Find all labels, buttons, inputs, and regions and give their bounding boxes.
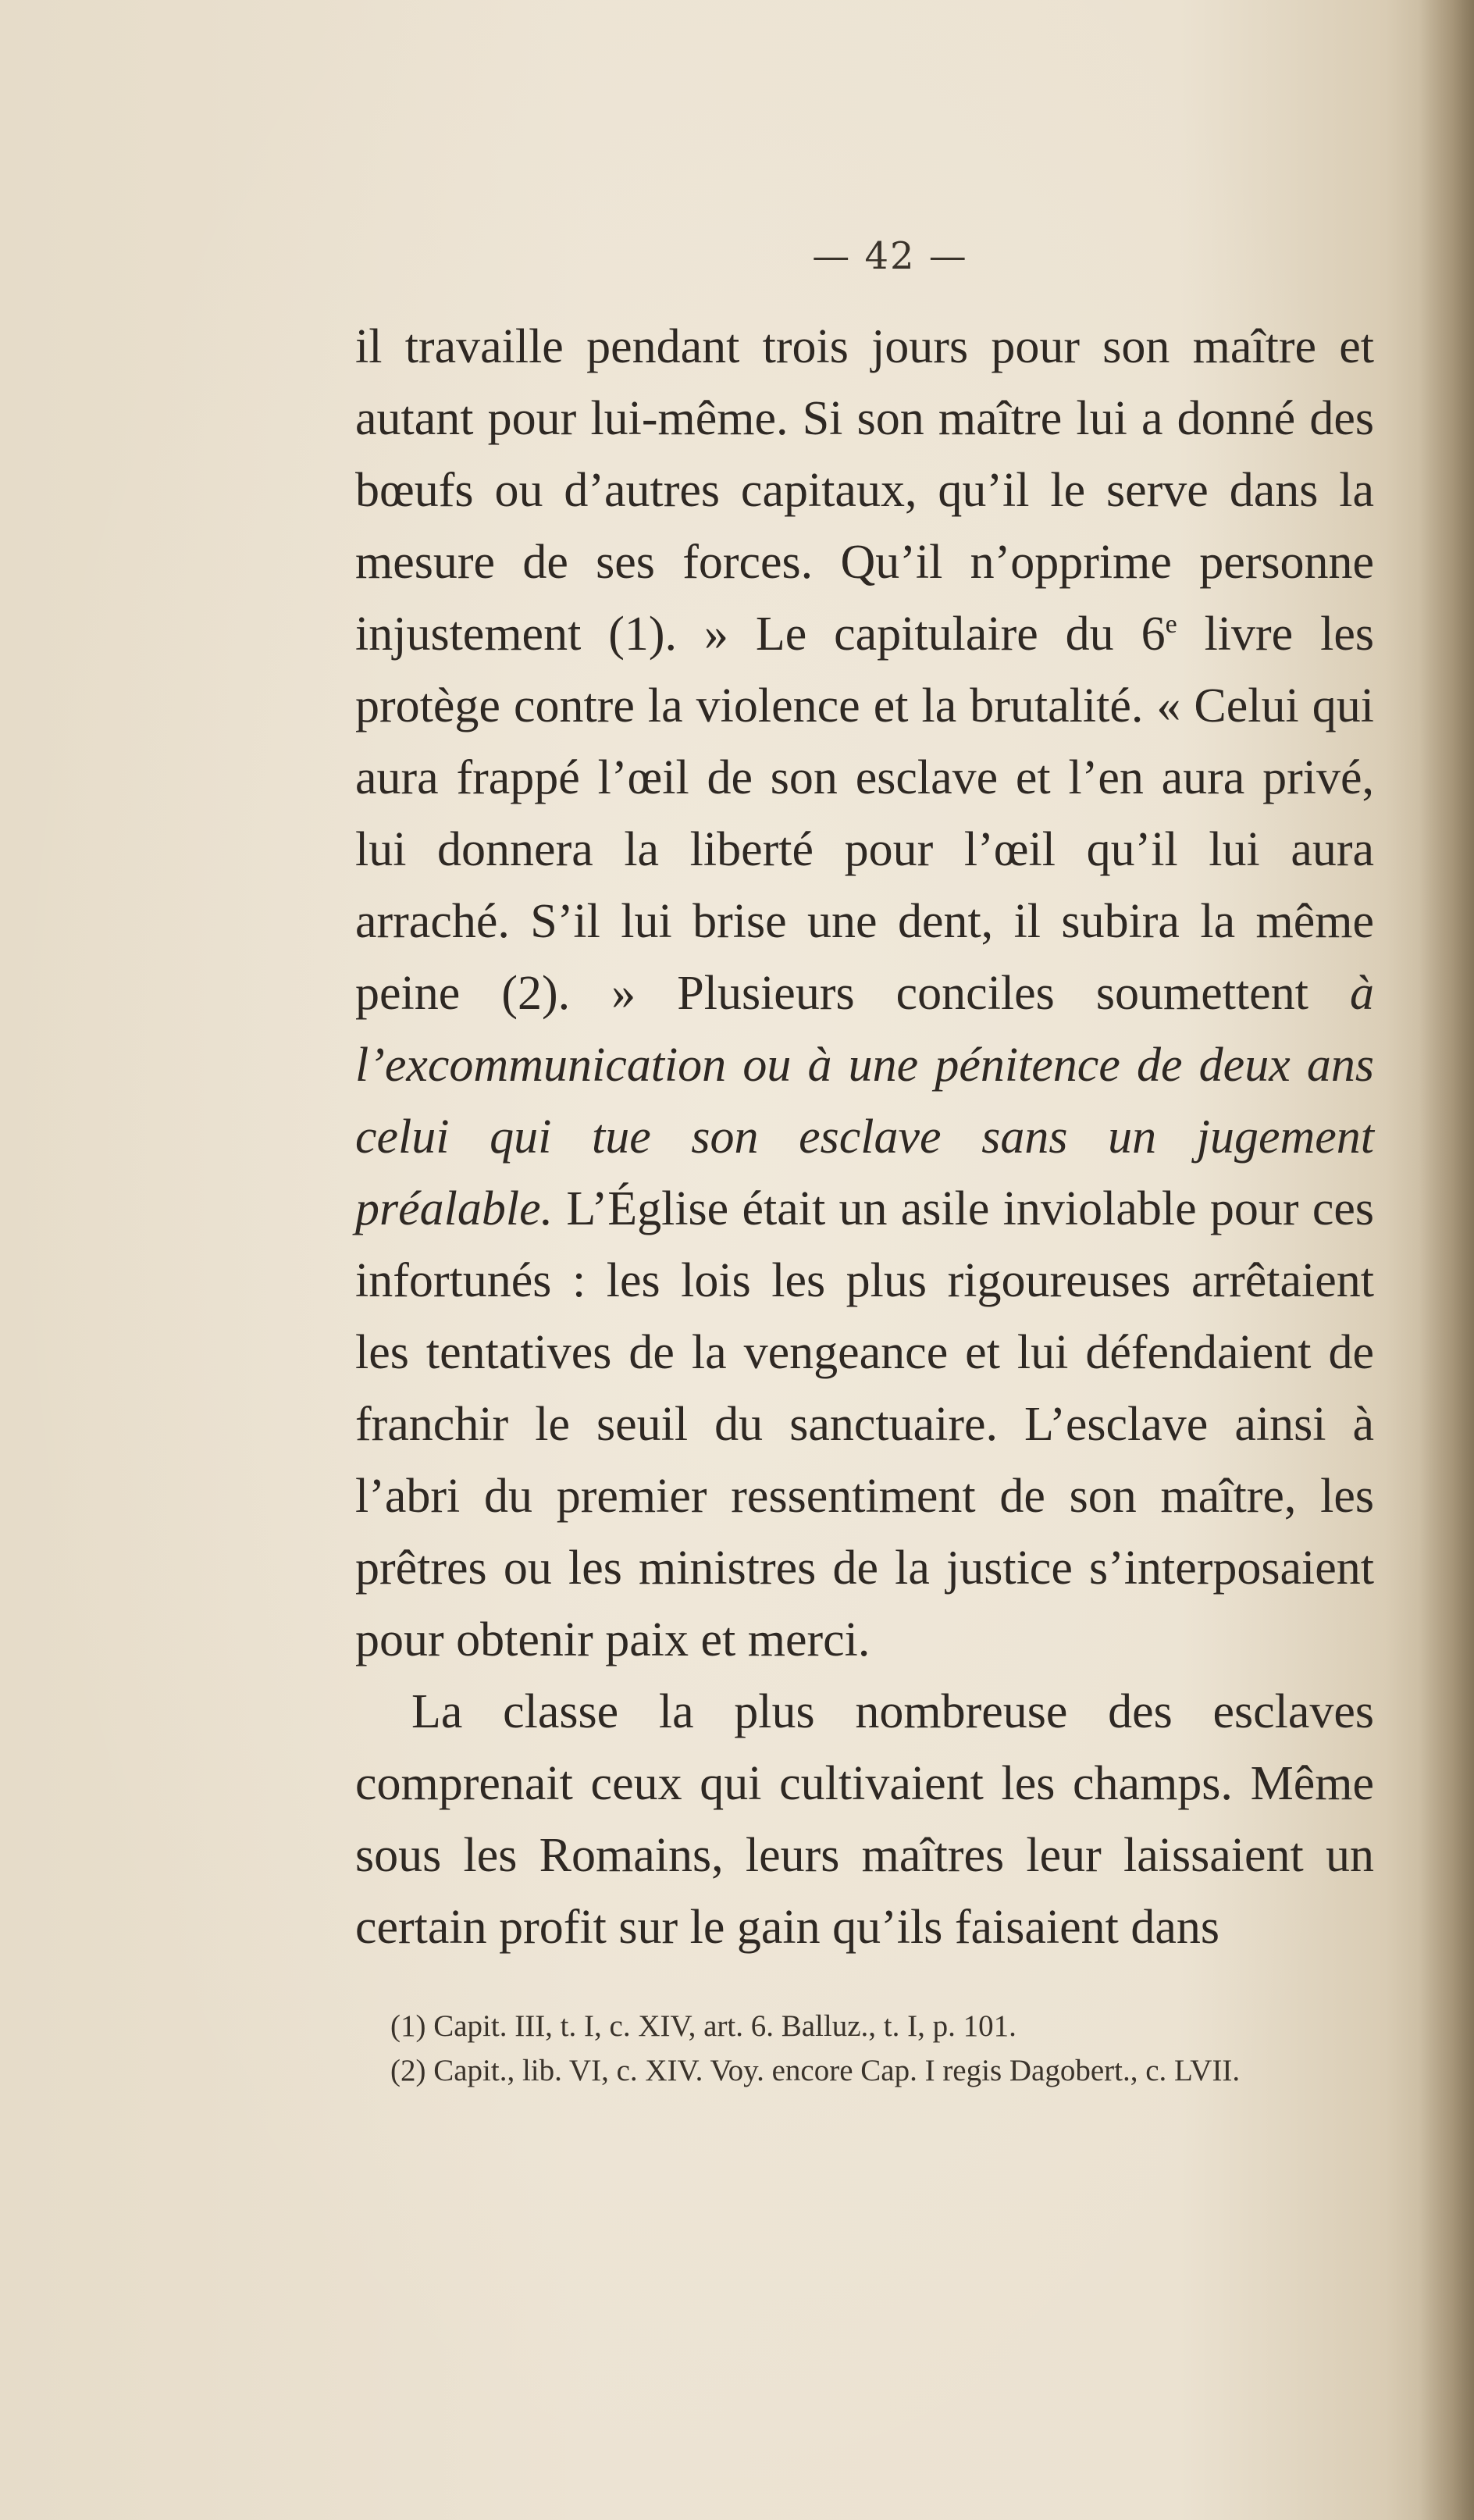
body-text [355,311,1374,1963]
page-edge-shadow [1419,0,1474,2520]
footnote-1: (1) Capit. III, t. I, c. XIV, art. 6. Balluz., t. I, p. 101. [390,2009,1016,2043]
superscript-e: e [1165,610,1177,639]
paragraph-1-text-a: il travaille pendant trois jours pour son maître et autant pour lui-même. Si son maître lui a donné des bœufs ou d’autres capitaux, qu’il le serve dans la mesure de ses forces. Qu’il n’opprime personne injustement (1). » Le capitulaire du 6 [355,320,1374,661]
paragraph-2: La classe la plus nombreuse des esclaves comprenait ceux qui cultivaient les champs. Même sous les Romains, leurs maîtres leur laissaient un certain profit sur le gain qu’ils faisaient dans [355,1685,1374,1954]
page-number: — 42 — [812,234,968,278]
paragraph-1-text-b: livre les protège contre la violence et la brutalité. « Celui qui aura frappé l’œil de son esclave et l’en aura privé, lui donnera la liberté pour l’œil qu’il lui aura arraché. S’il lui brise une dent, il subira la même peine (2). » Plusieurs conciles soumettent [355,608,1374,1020]
footnote-2: (2) Capit., lib. VI, c. XIV. Voy. encore Cap. I regis Dagobert., c. LVII. [390,2054,1241,2087]
paragraph-1-text-c: L’Église était un asile inviolable pour ces infortunés : les lois les plus rigoureuses arrêtaient les tentatives de la vengeance et lui défendaient de franchir le seuil du sanctuaire. L’esclave ainsi à l’abri du premier ressentiment de son maître, les prêtres ou les ministres de la justice s’interposaient pour obtenir paix et merci. [355,1182,1374,1666]
paragraph-1 [355,311,1374,1676]
footnotes [390,2004,1405,2093]
paragraph-1-italic: à l’excommunication ou à une pénitence de deux ans celui qui tue son esclave sans un jugement préalable. [355,967,1374,1235]
